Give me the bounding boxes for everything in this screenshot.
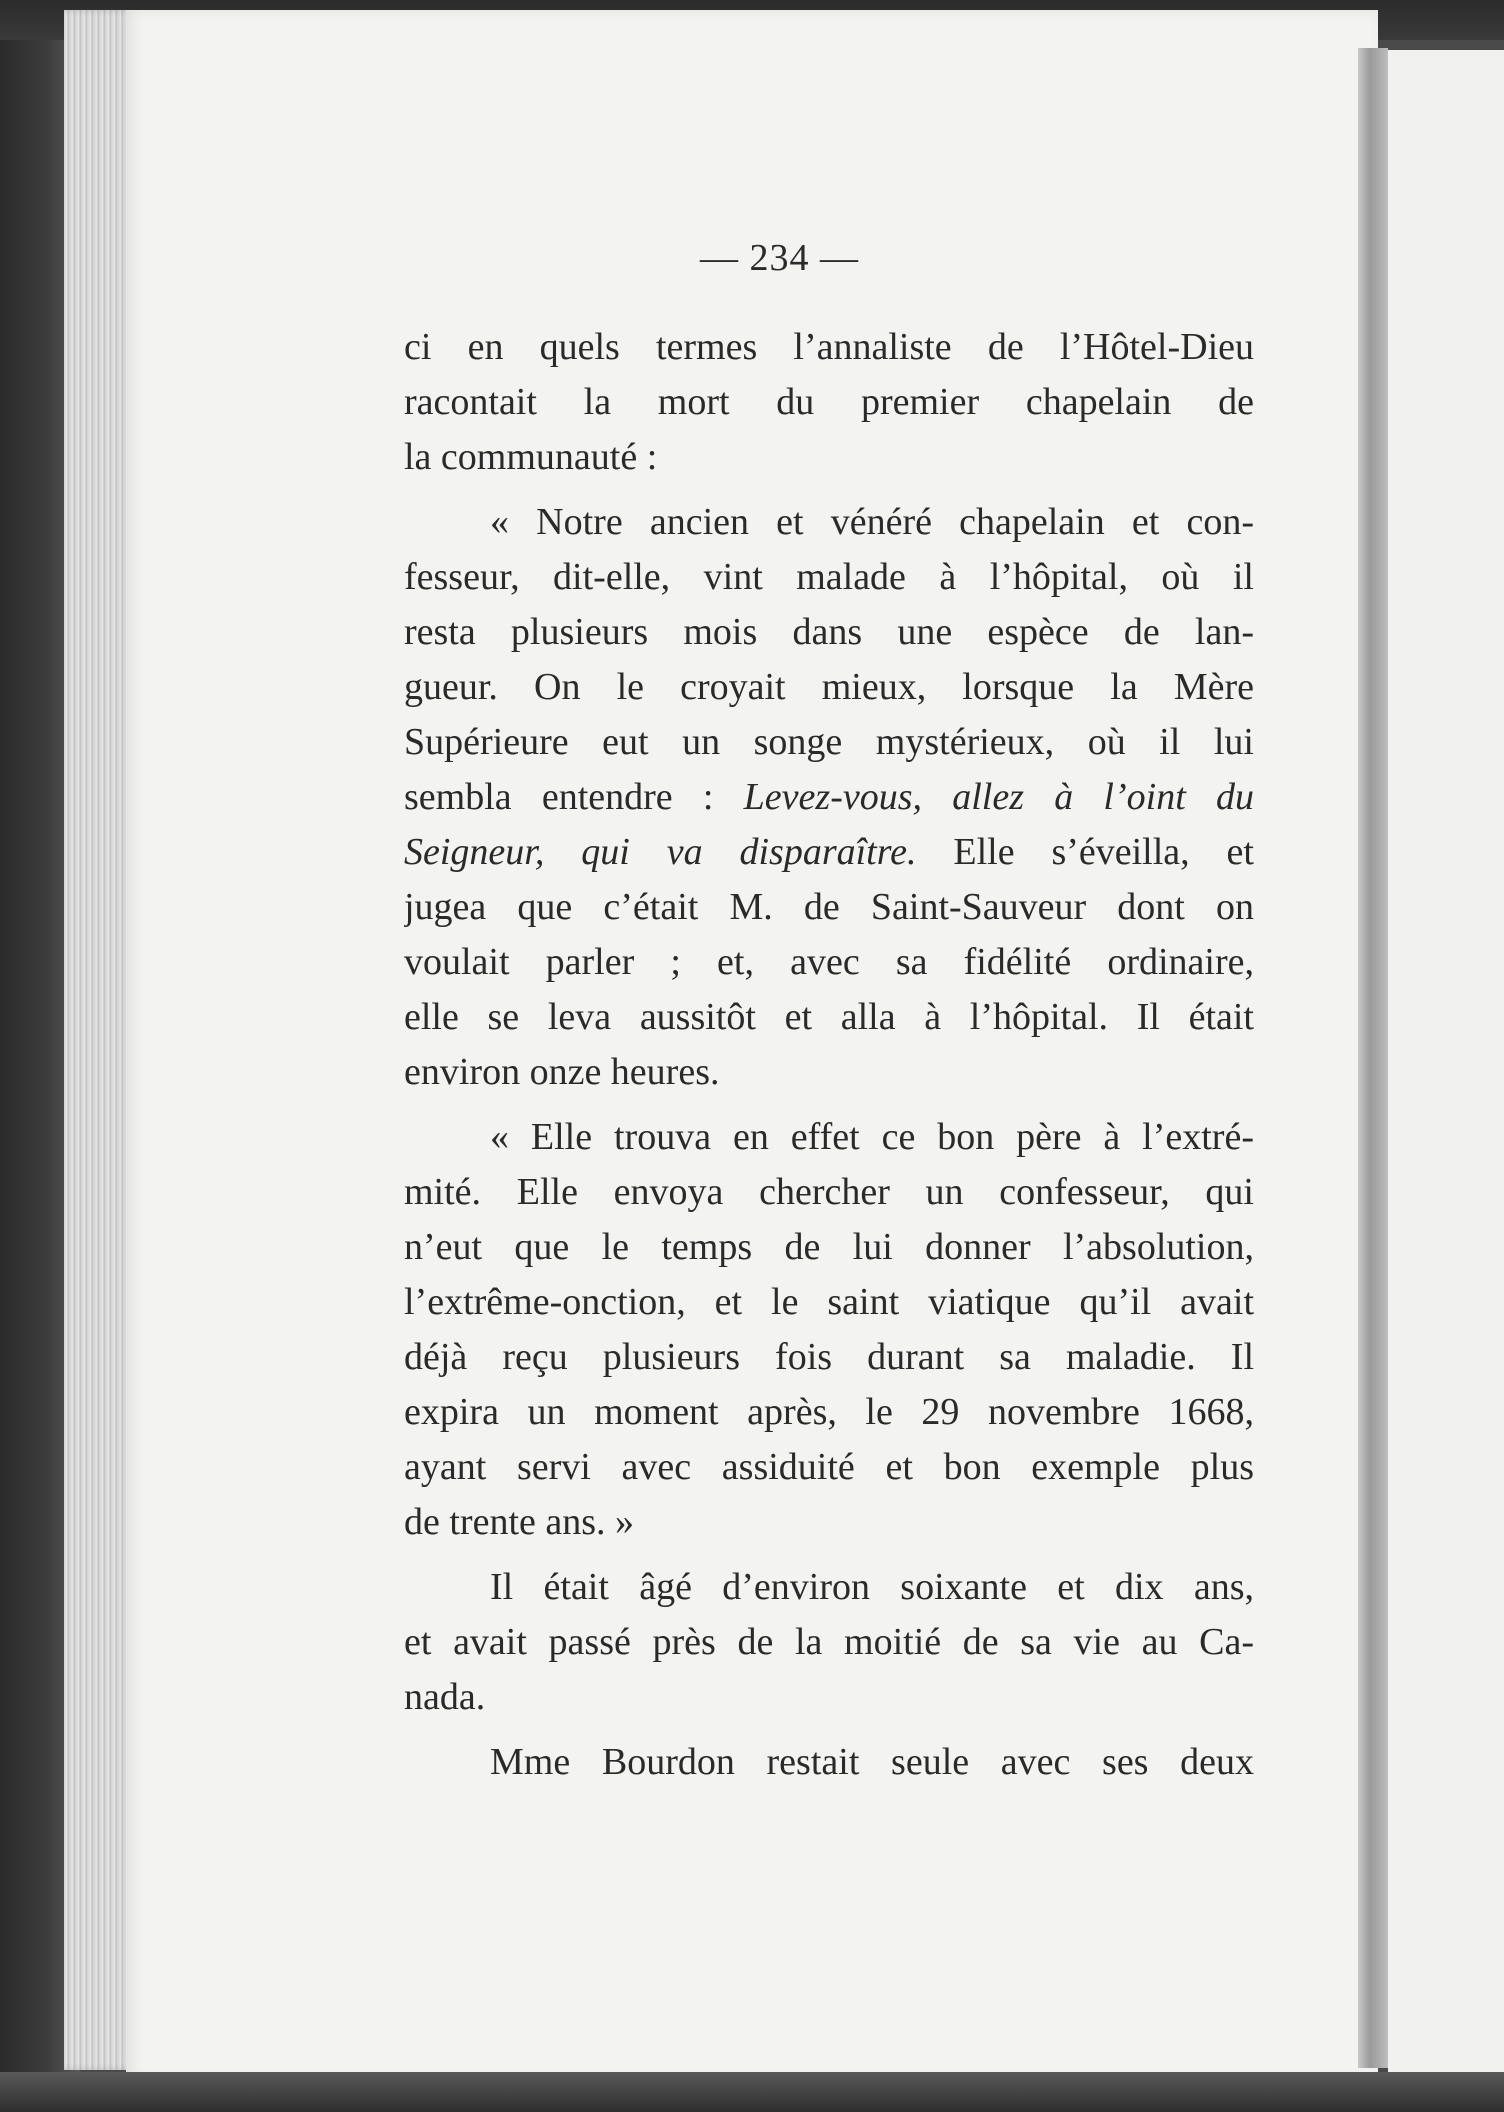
text-line: expira un moment après, le 29 novembre 1668, — [404, 1391, 1254, 1433]
text-line: nada. — [404, 1676, 486, 1718]
text-line: Mme Bourdon restait seule avec ses deux — [490, 1741, 1254, 1783]
text-segment: Elle s’éveilla, et — [916, 831, 1254, 873]
text-line: déjà reçu plusieurs fois durant sa maladie. Il — [404, 1336, 1254, 1378]
facing-page-edge — [1388, 50, 1504, 2112]
paragraph-1 — [404, 320, 1254, 485]
text-line: resta plusieurs mois dans une espèce de lan- — [404, 611, 1254, 653]
text-line: gueur. On le croyait mieux, lorsque la Mère — [404, 666, 1254, 708]
paragraph-3 — [404, 1110, 1254, 1550]
paragraph-2 — [404, 495, 1254, 1100]
text-line: la communauté : — [404, 436, 658, 478]
page-number: — 234 — — [700, 237, 859, 279]
text-segment: sembla entendre : — [404, 776, 744, 818]
paragraph-5 — [404, 1735, 1254, 1790]
paragraph-4 — [404, 1560, 1254, 1725]
text-line: Il était âgé d’environ soixante et dix ans, — [490, 1566, 1254, 1608]
text-line: jugea que c’était M. de Saint-Sauveur dont on — [404, 886, 1254, 928]
text-line: fesseur, dit-elle, vint malade à l’hôpital, où il — [404, 556, 1254, 598]
text-line: n’eut que le temps de lui donner l’absolution, — [404, 1226, 1254, 1268]
text-line: l’extrême-onction, et le saint viatique qu’il avait — [404, 1281, 1254, 1323]
text-line: « Notre ancien et vénéré chapelain et con- — [490, 501, 1254, 543]
text-line-mixed — [404, 825, 1254, 880]
italic-quote: Seigneur, qui va disparaître. — [404, 831, 917, 873]
text-line: « Elle trouva en effet ce bon père à l’extré- — [490, 1116, 1254, 1158]
text-line: environ onze heures. — [404, 1051, 720, 1093]
scan-background-bottom — [0, 2072, 1504, 2112]
text-line: elle se leva aussitôt et alla à l’hôpital. Il était — [404, 996, 1254, 1038]
text-line: ci en quels termes l’annaliste de l’Hôtel-Dieu — [404, 326, 1254, 368]
text-line: voulait parler ; et, avec sa fidélité ordinaire, — [404, 941, 1254, 983]
page-gutter-right — [1358, 48, 1388, 2068]
text-line: ayant servi avec assiduité et bon exemple plus — [404, 1446, 1254, 1488]
page-edges-left — [64, 10, 134, 2070]
text-line-mixed — [404, 770, 1254, 825]
text-line: racontait la mort du premier chapelain de — [404, 381, 1254, 423]
text-line: Supérieure eut un songe mystérieux, où il lui — [404, 721, 1254, 763]
text-line: mité. Elle envoya chercher un confesseur, qui — [404, 1171, 1254, 1213]
text-line: et avait passé près de la moitié de sa vie au Ca- — [404, 1621, 1254, 1663]
italic-quote: Levez-vous, allez à l’oint du — [743, 776, 1254, 818]
body-text — [404, 320, 1254, 1790]
text-line: de trente ans. » — [404, 1501, 635, 1543]
